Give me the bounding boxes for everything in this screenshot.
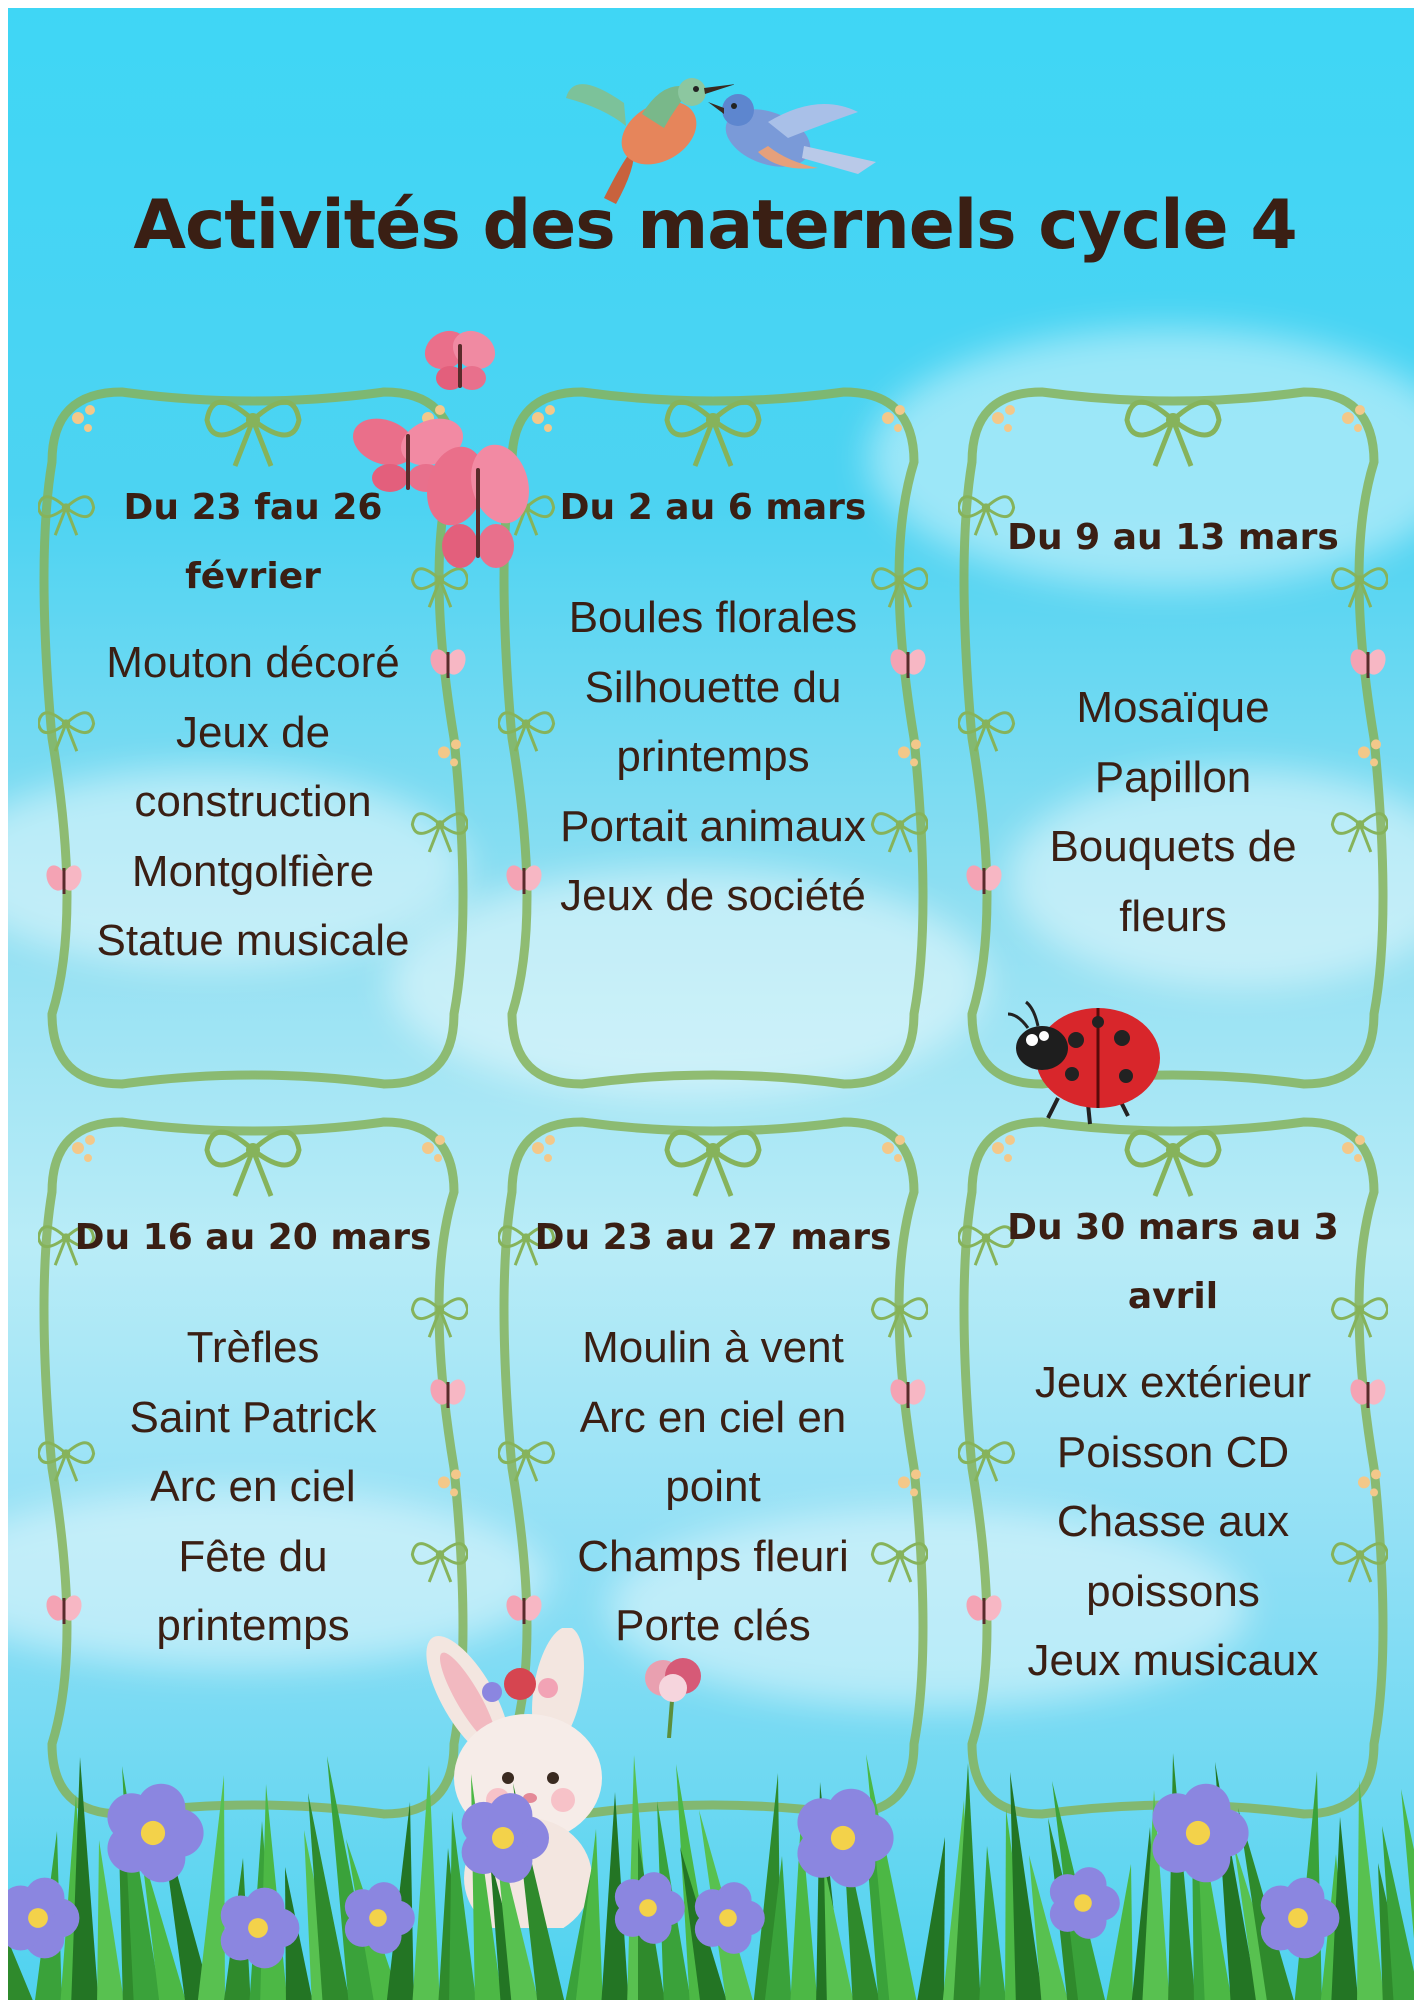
- activity-item: Jeux de construction: [134, 707, 372, 826]
- berry-dot: [532, 1142, 544, 1154]
- butterfly-icon: [427, 1377, 468, 1408]
- butterfly-icon: [1347, 1377, 1388, 1408]
- berry-dot: [451, 1469, 461, 1479]
- bluebird-icon: [708, 82, 878, 192]
- flower-icon: [1050, 1867, 1120, 1939]
- bow-icon: [207, 1132, 299, 1196]
- berry-dot: [910, 758, 918, 766]
- berry-dot: [898, 746, 910, 758]
- berry-dot: [1355, 405, 1365, 415]
- activity-item: Bouquets de fleurs: [1049, 822, 1297, 941]
- activity-list: [543, 583, 883, 931]
- activity-item: Saint Patrick: [129, 1392, 377, 1442]
- activity-list: [83, 628, 423, 976]
- berry-dot: [992, 1142, 1004, 1154]
- butterfly-icon: [887, 1377, 928, 1408]
- berry-dot: [898, 1476, 910, 1488]
- flower-icon: [695, 1882, 765, 1954]
- berry-dot: [1354, 1154, 1362, 1162]
- week-heading: Du 30 mars au 3 avril: [1007, 1207, 1339, 1317]
- activity-item: Statue musicale: [96, 916, 410, 965]
- activity-item: Papillon: [1094, 752, 1252, 802]
- week-heading: Du 9 au 13 mars: [1007, 517, 1339, 558]
- berry-dot: [1371, 739, 1381, 749]
- activity-item: Poisson CD: [1056, 1427, 1290, 1477]
- berry-dot: [992, 412, 1004, 424]
- berry-dot: [894, 424, 902, 432]
- week-heading: Du 2 au 6 mars: [559, 487, 867, 528]
- berry-dot: [1358, 1476, 1370, 1488]
- berry-dot: [1354, 424, 1362, 432]
- grass: [8, 1688, 1414, 2000]
- flower-icon: [1152, 1784, 1248, 1883]
- bow-icon: [1127, 402, 1219, 466]
- bow-icon: [667, 402, 759, 466]
- activity-item: Fête du printemps: [156, 1531, 350, 1650]
- flower-icon: [107, 1784, 203, 1883]
- activity-list: [543, 1313, 883, 1661]
- berry-dot: [451, 739, 461, 749]
- activity-item: Arc en ciel: [150, 1462, 356, 1511]
- week-heading: Du 23 au 27 mars: [534, 1217, 892, 1258]
- berry-dot: [882, 1142, 894, 1154]
- ladybug-icon: [998, 978, 1168, 1128]
- berry-dot: [1004, 1154, 1012, 1162]
- butterfly-icon: [887, 647, 928, 678]
- activity-item: Boules florales: [568, 593, 858, 642]
- activity-item: Porte clés: [615, 1601, 811, 1650]
- bow-icon: [667, 1132, 759, 1196]
- berry-dot: [545, 1135, 555, 1145]
- butterfly-icon: [418, 320, 502, 404]
- berry-dot: [450, 1488, 458, 1496]
- activity-list: [1003, 1348, 1343, 1696]
- week-card: [498, 378, 928, 1098]
- activity-list: [83, 1313, 423, 1661]
- berry-dot: [895, 1135, 905, 1145]
- activity-item: Jeux de société: [560, 871, 866, 920]
- berry-dot: [1370, 758, 1378, 766]
- poster: [8, 8, 1414, 2000]
- activity-item: Champs fleuri: [577, 1531, 849, 1581]
- activity-item: Jeux extérieur: [1034, 1358, 1312, 1407]
- berry-dot: [894, 1154, 902, 1162]
- berry-dot: [438, 1476, 450, 1488]
- berry-dot: [911, 739, 921, 749]
- butterfly-icon: [427, 647, 468, 678]
- berry-dot: [1371, 1469, 1381, 1479]
- activity-item: Trèfles: [186, 1323, 320, 1372]
- activity-item: Silhouette du printemps: [584, 662, 842, 781]
- bow-icon: [207, 402, 299, 466]
- activity-list: [1003, 673, 1343, 951]
- berry-dot: [910, 1488, 918, 1496]
- berry-dot: [450, 758, 458, 766]
- berry-dot: [532, 412, 544, 424]
- berry-dot: [72, 1142, 84, 1154]
- activity-item: Mosaïque: [1076, 683, 1270, 732]
- activity-item: Chasse aux poissons: [1056, 1497, 1290, 1616]
- flower-icon: [462, 1793, 549, 1883]
- week-heading: Du 23 fau 26 février: [123, 487, 383, 597]
- activity-item: Mouton décoré: [106, 638, 400, 687]
- berry-dot: [85, 405, 95, 415]
- berry-dot: [438, 746, 450, 758]
- berry-dot: [1004, 424, 1012, 432]
- berry-dot: [1355, 1135, 1365, 1145]
- bow-icon: [1127, 1132, 1219, 1196]
- berry-dot: [434, 1154, 442, 1162]
- week-heading: Du 16 au 20 mars: [74, 1217, 432, 1258]
- berry-dot: [544, 1154, 552, 1162]
- berry-dot: [1005, 1135, 1015, 1145]
- berry-dot: [882, 412, 894, 424]
- berry-dot: [422, 1142, 434, 1154]
- berry-dot: [84, 1154, 92, 1162]
- berry-dot: [545, 405, 555, 415]
- berry-dot: [1342, 1142, 1354, 1154]
- berry-dot: [435, 1135, 445, 1145]
- activity-item: Moulin à vent: [582, 1323, 844, 1372]
- berry-dot: [911, 1469, 921, 1479]
- berry-dot: [544, 424, 552, 432]
- berry-dot: [895, 405, 905, 415]
- activity-item: Portait animaux: [560, 801, 866, 851]
- page-title: Activités des maternels cycle 4: [133, 186, 1297, 265]
- butterfly-icon: [1347, 647, 1388, 678]
- berry-dot: [1358, 746, 1370, 758]
- berry-dot: [1005, 405, 1015, 415]
- berry-dot: [1370, 1488, 1378, 1496]
- berry-dot: [72, 412, 84, 424]
- butterfly-icon: [418, 438, 538, 578]
- activity-item: Montgolfière: [131, 846, 375, 896]
- berry-dot: [84, 424, 92, 432]
- berry-dot: [85, 1135, 95, 1145]
- activity-item: Arc en ciel en point: [579, 1392, 847, 1511]
- activity-item: Jeux musicaux: [1027, 1636, 1319, 1685]
- berry-dot: [1342, 412, 1354, 424]
